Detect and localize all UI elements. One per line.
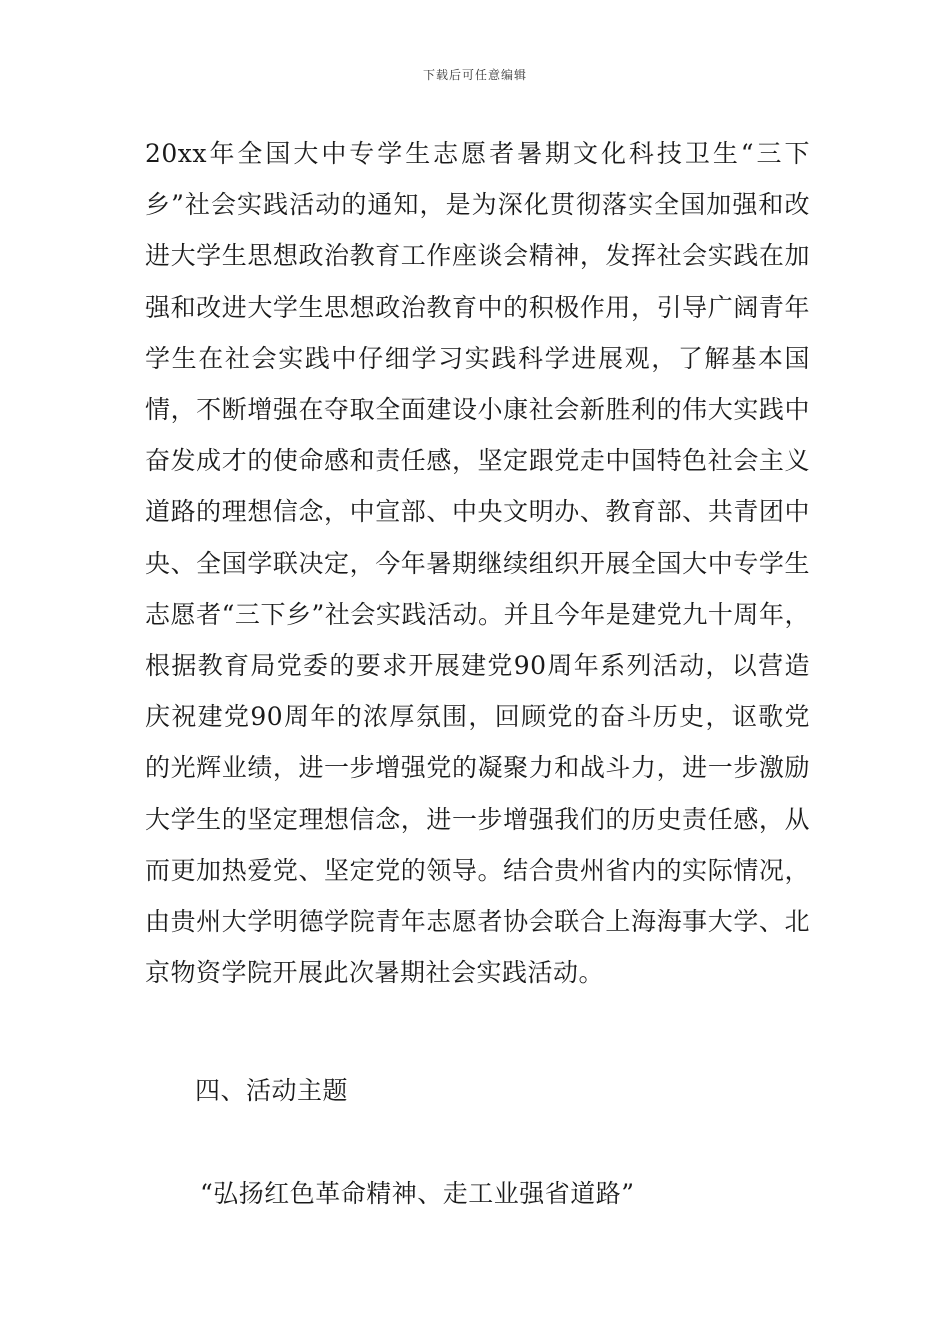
body-paragraph: 20xx年全国大中专学生志愿者暑期文化科技卫生“三下乡”社会实践活动的通知，是为深化贯彻落实全国加强和改进大学生思想政治教育工作座谈会精神，发挥社会实践在加强和改进大学生思想政治教育中的积极作用，引导广阔青年学生在社会实践中仔细学习实践科学进展观，了解基本国情，不断增强在夺取全面建设小康社会新胜利的伟大实践中奋发成才的使命感和责任感，坚定跟党走中国特色社会主义道路的理想信念，中宣部、中央文明办、教育部、共青团中央、全国学联决定，今年暑期继续组织开展全国大中专学生志愿者“三下乡”社会实践活动。并且今年是建党九十周年，根据教育局党委的要求开展建党90周年系列活动，以营造庆祝建党90周年的浓厚氛围，回顾党的奋斗历史，讴歌党的光辉业绩，进一步增强党的凝聚力和战斗力，进一步激励大学生的坚定理想信念，进一步增强我们的历史责任感，从而更加热爱党、坚定党的领导。结合贵州省内的实际情况，由贵州大学明德学院青年志愿者协会联合上海海事大学、北京物资学院开展此次暑期社会实践活动。 xyxy=(145,139,810,988)
page-header: 下载后可任意编辑 xyxy=(422,68,527,82)
activity-theme: “弘扬红色革命精神、走工业强省道路” xyxy=(200,1179,635,1208)
section-heading: 四、活动主题 xyxy=(195,1076,349,1105)
